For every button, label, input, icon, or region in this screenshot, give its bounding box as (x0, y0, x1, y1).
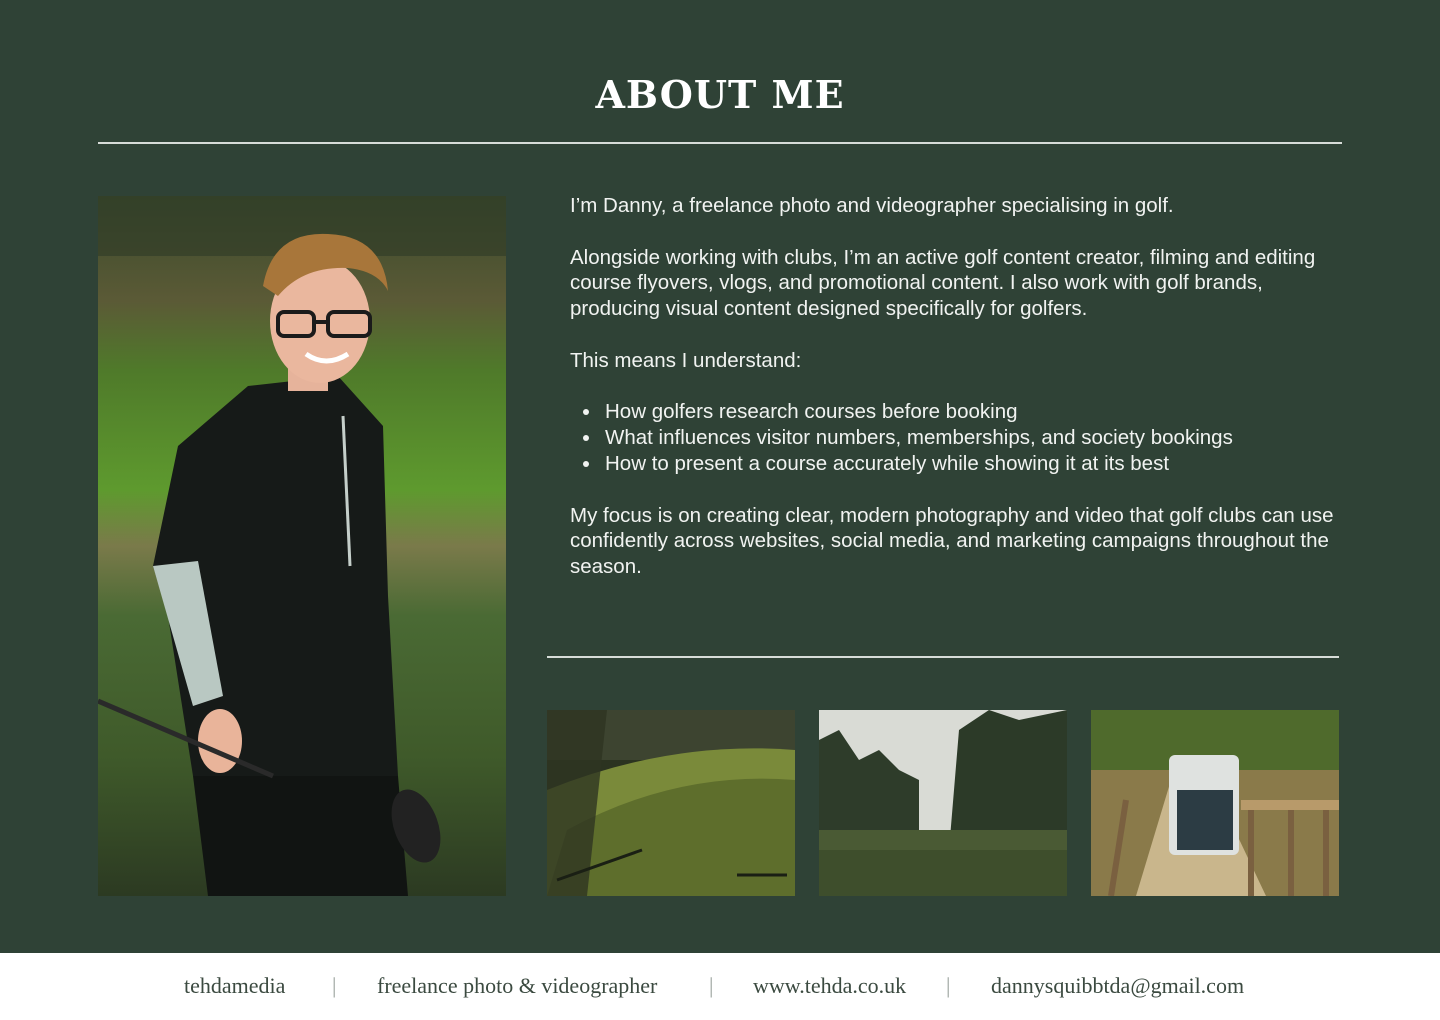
footer-separator: | (946, 973, 951, 998)
understand-heading: This means I understand: (570, 348, 802, 372)
footer-separator: | (709, 973, 714, 998)
about-text (570, 193, 1350, 606)
footer-brand: tehdamedia (184, 973, 286, 998)
footer-separator: | (332, 973, 337, 998)
understand-list (570, 399, 1350, 476)
portrait-photo (98, 196, 506, 896)
experience-paragraph: Alongside working with clubs, I’m an active golf content creator, filming and editing course flyovers, vlogs, and promotional content. I also work with golf brands, producing visual content designed specifically for golfers. (570, 245, 1316, 321)
footer-bar (0, 953, 1440, 1020)
footer-email-link[interactable]: dannysquibbtda@gmail.com (991, 973, 1245, 998)
title-divider (98, 142, 1342, 144)
bullet-icon (583, 461, 589, 467)
list-item: How to present a course accurately while showing it at its best (570, 451, 1350, 477)
golf-course-photo-1 (547, 710, 795, 896)
content-divider (547, 656, 1339, 658)
footer-role: freelance photo & videographer (377, 973, 658, 998)
footer-website-link[interactable]: www.tehda.co.uk (753, 973, 907, 998)
intro-paragraph: I’m Danny, a freelance photo and videographer specialising in golf. (570, 194, 1174, 217)
page-title: ABOUT ME (595, 72, 845, 117)
bullet-icon (583, 435, 589, 441)
golf-course-photo-2 (819, 710, 1067, 896)
focus-paragraph: My focus is on creating clear, modern photography and video that golf clubs can use confidently across websites, social media, and marketing campaigns throughout the season. (570, 503, 1334, 579)
bullet-icon (583, 409, 589, 415)
golf-course-photo-3 (1091, 710, 1339, 896)
list-item: What influences visitor numbers, memberships, and society bookings (570, 425, 1350, 451)
list-item: How golfers research courses before booking (570, 399, 1350, 425)
